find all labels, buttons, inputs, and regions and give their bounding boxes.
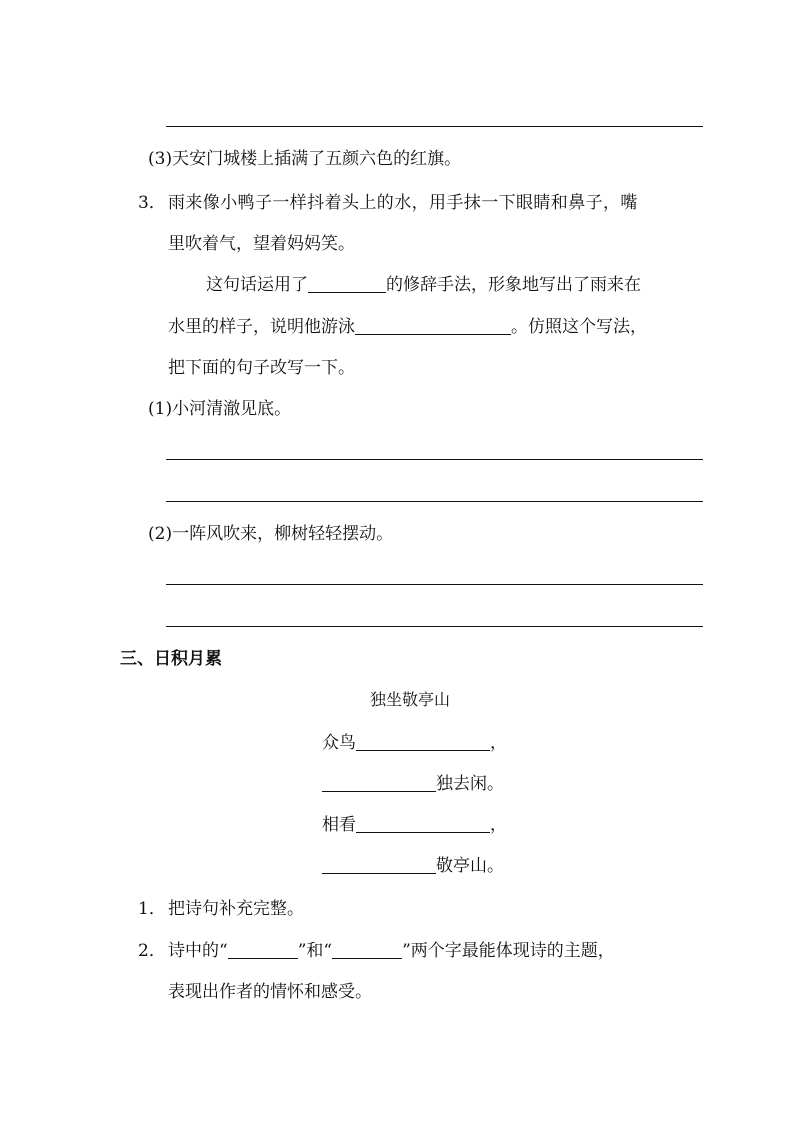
s3-q2-line1 [168,939,615,963]
q3-sub-1: (1)小河清澈见底。 [148,399,292,419]
s3-q2-line2: 表现出作者的情怀和感受。 [168,982,372,1002]
q3-prompt-line2 [168,315,647,339]
q3-prompt-a: 这句话运用了 [206,275,308,295]
q3-prompt-c: 水里的样子，说明他游泳 [168,317,355,337]
s3-q2-number: 2． [138,941,166,961]
poem-blank-3[interactable] [356,814,490,833]
poem-line-3 [322,813,507,837]
q3-number: 3． [138,193,166,213]
answer-line [166,126,703,127]
s3-q1-text: 把诗句补充完整。 [168,899,304,919]
poem-line4-end: 敬亭山。 [436,856,504,876]
poem-line-1 [322,731,507,755]
poem-line3-start: 相看 [322,815,356,835]
section-3-heading: 三、日积月累 [120,649,222,669]
theme-char-blank-2[interactable] [332,940,402,959]
answer-line [166,501,703,502]
poem-line-2 [322,772,504,796]
q3-prompt-b: 的修辞手法，形象地写出了雨来在 [386,275,641,295]
poem-blank-2[interactable] [322,773,436,792]
poem-title: 独坐敬亭山 [370,690,451,709]
poem-blank-1[interactable] [356,732,490,751]
item-3-sub-3: (3)天安门城楼上插满了五颜六色的红旗。 [148,149,462,169]
poem-line3-end: ， [490,815,507,835]
s3-q2-text-a: 诗中的“ [168,941,228,961]
answer-line [166,459,703,460]
q3-prompt-line1 [206,273,641,297]
q3-sentence-line1: 雨来像小鸭子一样抖着头上的水，用手抹一下眼睛和鼻子，嘴 [168,193,638,213]
s3-q1-number: 1． [138,899,166,919]
s3-q2-text-c: ”两个字最能体现诗的主题， [402,941,615,961]
s3-q2-text-b: ”和“ [297,941,333,961]
answer-line [166,626,703,627]
answer-line [166,584,703,585]
poem-blank-4[interactable] [322,855,436,874]
q3-sub-2: (2)一阵风吹来，柳树轻轻摆动。 [148,524,394,544]
poem-line2-end: 独去闲。 [436,774,504,794]
poem-line1-end: ， [490,733,507,753]
rhetoric-blank[interactable] [308,274,386,293]
poem-line-4 [322,854,504,878]
swimming-blank[interactable] [355,316,511,335]
theme-char-blank-1[interactable] [228,940,298,959]
poem-line1-start: 众鸟 [322,733,356,753]
q3-prompt-line3: 把下面的句子改写一下。 [168,358,355,378]
q3-sentence-line2: 里吹着气，望着妈妈笑。 [168,234,355,254]
q3-prompt-d: 。仿照这个写法， [511,317,647,337]
